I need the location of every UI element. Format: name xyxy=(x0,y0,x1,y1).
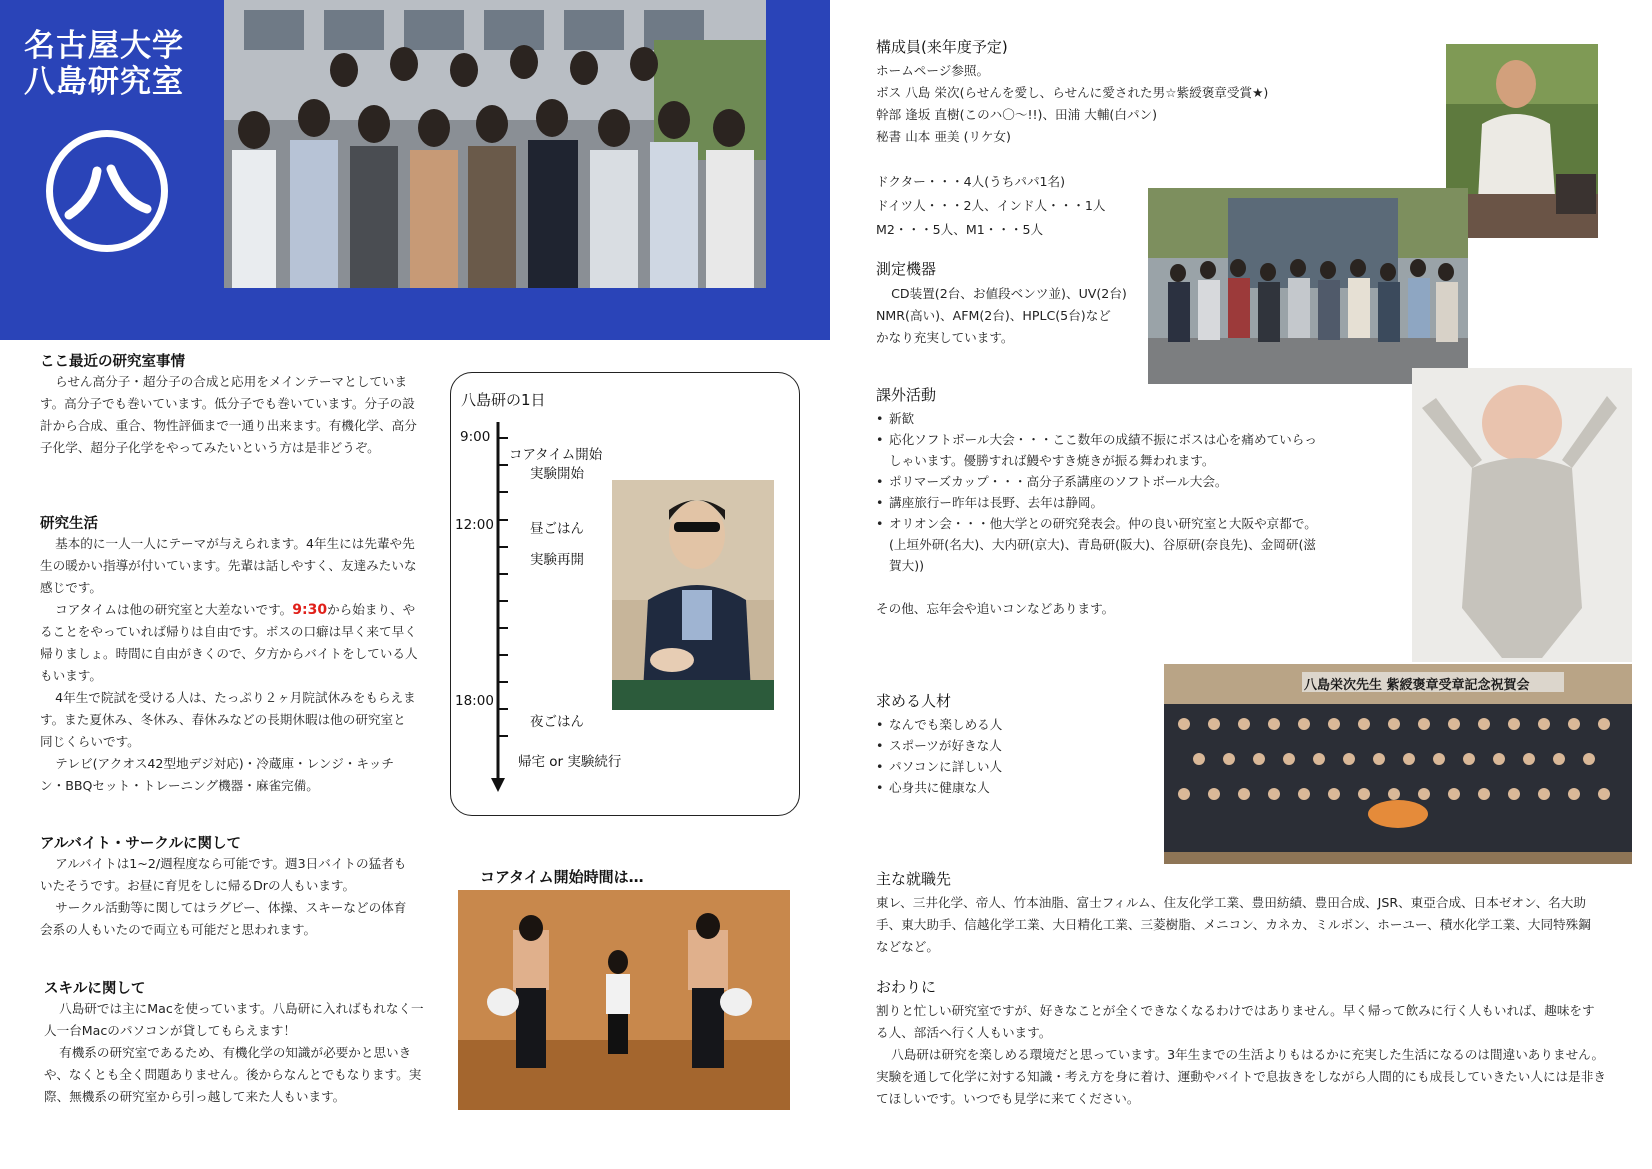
life-body xyxy=(40,533,418,797)
count-line: ドクター・・・4人(うちパパ1名) xyxy=(876,174,1066,189)
members-title: 構成員(来年度予定) xyxy=(876,38,1008,56)
members-line: ボス 八島 栄次(らせんを愛し、らせんに愛された男☆紫綬褒章受賞★) xyxy=(876,85,1269,100)
activity-item: • 講座旅行ー昨年は長野、去年は静岡。 xyxy=(876,492,1320,513)
celebration-group-photo xyxy=(1164,664,1632,864)
arbeit-title: アルバイト・サークルに関して xyxy=(40,836,241,852)
coretime-caption: コアタイム開始時間は… xyxy=(480,868,644,886)
recent-title: ここ最近の研究室事情 xyxy=(40,354,185,370)
wanted-item: • 心身共に健康な人 xyxy=(876,777,1136,798)
activity-item: • オリオン会・・・他大学との研究発表会。仲の良い研究室と大阪や京都で。(上垣外研(名大)、大内研(京大)、青島研(阪大)、谷原研(奈良先)、金岡研(滋賀大)) xyxy=(876,513,1320,576)
event-lunch: 昼ごはん xyxy=(530,521,584,537)
equipment-title: 測定機器 xyxy=(876,260,937,278)
activities-title: 課外活動 xyxy=(876,386,937,404)
life-title: 研究生活 xyxy=(40,516,98,532)
event-core-start: コアタイム開始 xyxy=(509,447,603,463)
members-line: 秘書 山本 亜美 (リケ女) xyxy=(876,129,1011,144)
activity-item: • 新歓 xyxy=(876,408,1320,429)
activity-item: • 応化ソフトボール大会・・・ここ数年の成績不振にボスは心を痛めていらっしゃいます。優勝すれば鰻やすき焼きが振る舞われます。 xyxy=(876,429,1320,471)
wanted-item: • スポーツが好きな人 xyxy=(876,735,1136,756)
closing-body xyxy=(876,1000,1606,1110)
equipment-line: CD装置(2台、お値段ベンツ並)、UV(2台) xyxy=(891,286,1127,301)
recent-body xyxy=(40,371,418,459)
arbeit-paragraph-2: サークル活動等に関してはラグビー、体操、スキーなどの体育会系の人もいたので両立も可能だと思われます。 xyxy=(40,900,407,937)
members-line: ホームページ参照。 xyxy=(876,63,990,78)
time-1800: 18:00 xyxy=(455,693,494,709)
stage-performance-photo xyxy=(458,890,790,1110)
timeline-arrow xyxy=(488,418,514,794)
life-paragraph-1: 基本的に一人一人にテーマが与えられます。4年生には先輩や先生の暖かい指導が付いています。先輩は話しやすく、友達みたいな感じです。 xyxy=(40,536,417,595)
member-counts xyxy=(876,170,1156,242)
time-0900: 9:00 xyxy=(460,429,491,445)
equipment-line: かなり充実しています。 xyxy=(876,330,1014,345)
members-lines xyxy=(876,60,1346,148)
count-line: M2・・・5人、M1・・・5人 xyxy=(876,222,1044,237)
celebration-banner-text: 八島栄次先生 紫綬褒章受章記念祝賀会 xyxy=(1304,678,1530,693)
activities-other: その他、忘年会や追いコンなどあります。 xyxy=(876,601,1115,616)
life-p2-text: コアタイムは他の研究室と大差ないです。 xyxy=(55,602,293,617)
wanted-list xyxy=(876,714,1136,798)
schedule-title: 八島研の1日 xyxy=(461,391,546,409)
event-experiment-start: 実験開始 xyxy=(530,466,584,482)
lab-name-line1: 名古屋大学 xyxy=(24,28,184,64)
life-paragraph-3: 4年生で院試を受ける人は、たっぷり２ヶ月院試休みをもらえます。また夏休み、冬休み、春休みなどの長期休暇は他の研究室と同じくらいです。 xyxy=(40,690,416,749)
careers-body: 東レ、三井化学、帝人、竹本油脂、富士フィルム、住友化学工業、豊田紡績、豊田合成、JSR、東亞合成、日本ゼオン、名大助手、東大助手、信越化学工業、大日精化工業、三菱樹脂、メニコン、カネカ、ミルボン、ホーユー、積水化学工業、大同特殊鋼 などなど。 xyxy=(876,895,1604,954)
wanted-title: 求める人材 xyxy=(876,692,952,710)
wanted-item: • パソコンに詳しい人 xyxy=(876,756,1136,777)
life-paragraph-2 xyxy=(40,599,418,687)
hachi-circle-logo-icon xyxy=(46,130,168,252)
activities-list xyxy=(876,408,1320,576)
life-paragraph-4: テレビ(アクオス42型地デジ対応)・冷蔵庫・レンジ・キッチン・BBQセット・トレーニング機器・麻雀完備。 xyxy=(40,756,394,793)
recent-paragraph: らせん高分子・超分子の合成と応用をメインテーマとしています。高分子でも巻いています。低分子でも巻いています。分子の設計から合成、重合、物性評価まで一通り出来ます。有機化学、高分子化学、超分子化学をやってみたいという方は是非どうぞ。 xyxy=(40,374,417,455)
closing-paragraph-2: 八島研は研究を楽しめる環境だと思っています。3年生までの生活よりもはるかに充実した生活になるのは間違いありません。実験を通して化学に対する知識・考え方を身に着け、運動やバイトで息抜きをしながら人間的にも成長していきたい人には是非きてほしいです。いつでも見学に来てください。 xyxy=(876,1047,1606,1106)
skill-paragraph-2: 有機系の研究室であるため、有機化学の知識が必要かと思いきや、なくとも全く問題ありません。後からなんとでもなります。実際、無機系の研究室から引っ越して来た人もいます。 xyxy=(44,1045,422,1104)
closing-title: おわりに xyxy=(876,978,937,996)
time-1200: 12:00 xyxy=(455,517,494,533)
equipment-lines xyxy=(876,283,1166,349)
closing-paragraph-1: 割りと忙しい研究室ですが、好きなことが全くできなくなるわけではありません。早く帰って飲みに行く人もいれば、趣味をする人、部活へ行く人もいます。 xyxy=(876,1003,1595,1040)
event-experiment-resume: 実験再開 xyxy=(530,552,584,568)
activity-item: • ポリマーズカップ・・・高分子系講座のソフトボール大会。 xyxy=(876,471,1320,492)
members-line: 幹部 逢坂 直樹(このハ〇〜!!)、田浦 大輔(白パン) xyxy=(876,107,1158,122)
lab-name xyxy=(24,28,184,100)
equipment-line: NMR(高い)、AFM(2台)、HPLC(5台)など xyxy=(876,308,1111,323)
wanted-item: • なんでも楽しめる人 xyxy=(876,714,1136,735)
skill-paragraph-1: 八島研では主にMacを使っています。八島研に入ればもれなく一人一台Macのパソコンが貸してもらえます！ xyxy=(44,1001,424,1038)
careers-title: 主な就職先 xyxy=(876,870,952,888)
group-photo-campus xyxy=(224,0,766,288)
boss-bbq-photo xyxy=(1446,44,1598,238)
arbeit-body xyxy=(40,853,418,941)
event-go-home: 帰宅 or 実験続行 xyxy=(518,754,622,770)
event-dinner: 夜ごはん xyxy=(530,714,584,730)
group-photo-bus xyxy=(1148,188,1468,384)
professor-photo xyxy=(612,480,774,710)
arbeit-paragraph-1: アルバイトは1~2/週程度なら可能です。週3日バイトの猛者もいたそうです。お昼に育児をしに帰るDrの人もいます。 xyxy=(40,856,407,893)
core-time-highlight: 9:30 xyxy=(292,602,328,618)
skill-body xyxy=(44,998,432,1108)
count-line: ドイツ人・・・2人、インド人・・・1人 xyxy=(876,198,1106,213)
life-p2-text-after: から始まり、やることをやっていれば帰りは自由です。ボスの口癖は早く来て早く帰りましょ。時間に自由がきくので、夕方からバイトをしている人もいます。 xyxy=(40,602,418,683)
skill-title: スキルに関して xyxy=(44,981,146,997)
lab-name-line2: 八島研究室 xyxy=(24,64,184,100)
baby-photo xyxy=(1412,368,1632,662)
